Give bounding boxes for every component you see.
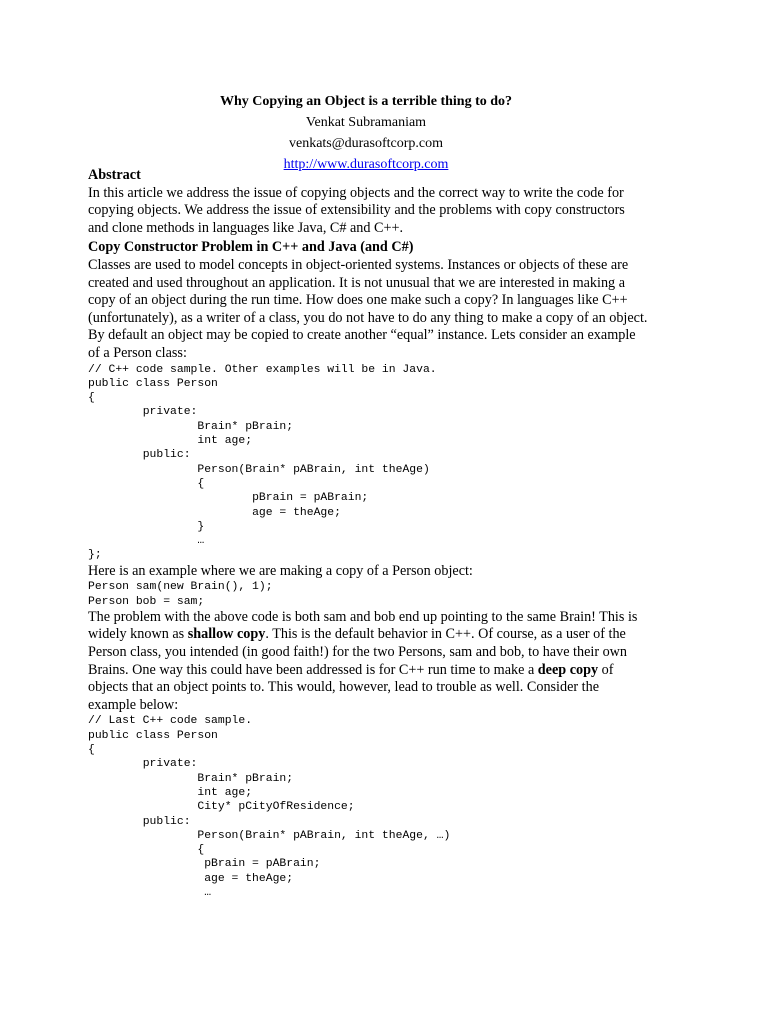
article-header (88, 91, 644, 175)
code-sample-person-city: // Last C++ code sample. public class Person { private: Brain* pBrain; int age; City* pCityOfResidence; public: Person(Brain* pABrain, int theAge, …) { pBrain = pABrain; age = theAge; … (88, 715, 451, 899)
article-body (88, 167, 648, 900)
abstract-heading: Abstract (88, 167, 141, 183)
website-link[interactable]: http://www.durasoftcorp.com (283, 157, 449, 172)
author-name: Venkat Subramaniam (305, 115, 427, 130)
code-sample-copy: Person sam(new Brain(), 1); Person bob = sam; (88, 581, 273, 608)
section-heading: Copy Constructor Problem in C++ and Java (and C#) (88, 239, 414, 256)
paragraph-text: . This is the default behavior in C++. Of course, as a user of the Person class, you intended (in good faith!) for the two Persons, sam and bob, to have their own Brains. One way this could have been addressed is for C++ run time to make a (88, 626, 628, 678)
code-sample-person: // C++ code sample. Other examples will be in Java. public class Person { private: Brain* pBrain; int age; public: Person(Brain* pABrain, int theAge) { pBrain = pABrain; age = theAge; } … }; (88, 363, 437, 562)
article-title: Why Copying an Object is a terrible thing to do? (219, 94, 513, 109)
abstract-text: In this article we address the issue of copying objects and the correct way to write the code for copying objects. We address the issue of extensibility and the problems with copy constructors and clone methods in languages like Java, C# and C++. (88, 184, 625, 236)
paragraph-text: of objects that an object points to. This would, however, lead to trouble as well. Consider the example below: (88, 661, 614, 713)
deep-copy-term: deep copy (537, 661, 599, 678)
author-email: venkats@durasoftcorp.com (288, 136, 443, 151)
shallow-copy-term: shallow copy (187, 626, 266, 643)
paragraph-text: The problem with the above code is both sam and bob end up pointing to the same Brain! This is widely known as (88, 608, 638, 643)
intro-paragraph: Classes are used to model concepts in object-oriented systems. Instances or objects of these are created and used throughout an application. It is not unusual that we are interested in making a copy of an object during the run time. How does one make such a copy? In languages like C++ (unfortunately), as a writer of a class, you do not have to do any thing to make a copy of an object. By default an object may be copied to create another “equal” instance. Lets consider an example of a Person class: (88, 256, 648, 361)
copy-example-paragraph: Here is an example where we are making a copy of a Person object: (88, 562, 473, 579)
shallow-copy-paragraph (88, 609, 648, 715)
